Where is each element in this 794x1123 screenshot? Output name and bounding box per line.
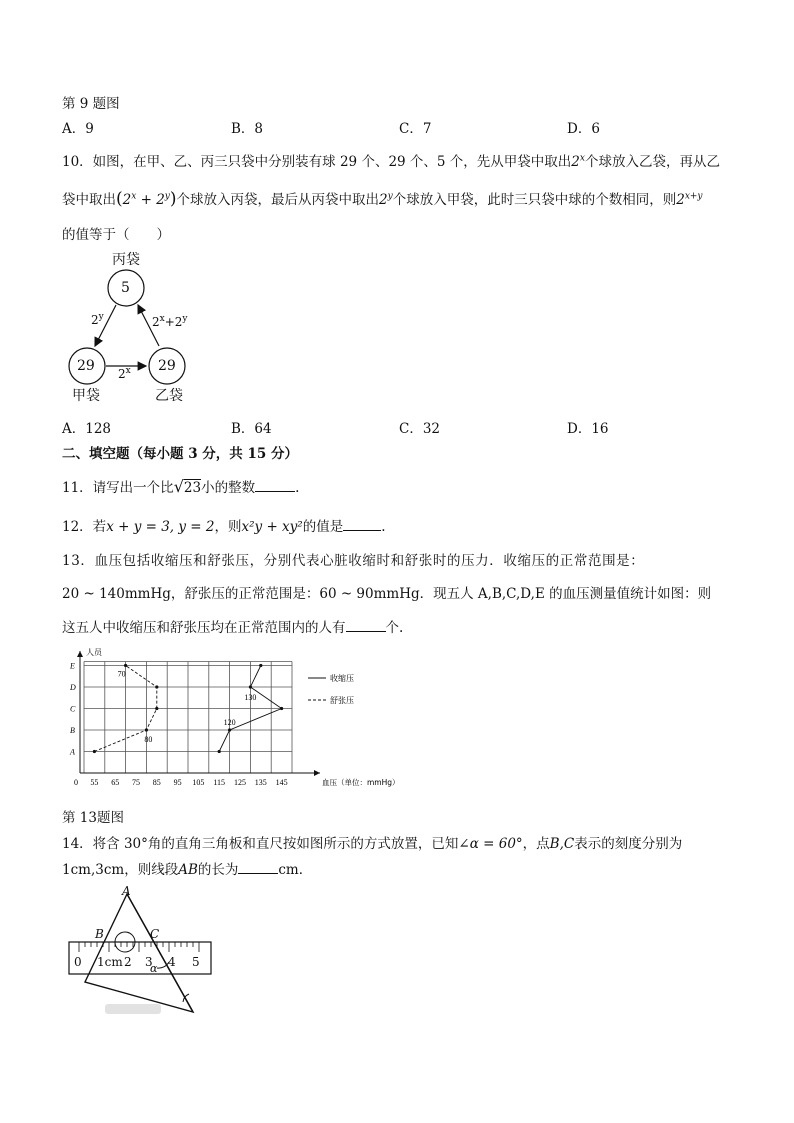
ruler [69, 942, 211, 974]
x-axis-title: 血压（单位：mmHg） [322, 778, 400, 787]
q13-line1: 13．血压包括收缩压和舒张压，分别代表心脏收缩时和舒张时的压力．收缩压的正常范围是： [62, 553, 645, 569]
q11-line: 11．请写出一个比√23小的整数 . [62, 477, 300, 496]
x-tick-label: 125 [234, 778, 246, 787]
q10-option-c: C．32 [399, 421, 441, 437]
q10-line2: 袋中取出$(2^x + 2^y)$个球放入丙袋，最后从丙袋中取出2$^y$个球放入甲袋，此时三只袋中球的个数相同，则$2^{x+y}$ [62, 189, 703, 209]
x-tick-label: 95 [173, 778, 182, 787]
data-point [259, 664, 262, 667]
arrow-label-2x: 2$^x$ [118, 366, 131, 381]
bag-bing-label: 丙袋 [112, 252, 140, 268]
y-category-label: B [70, 726, 75, 735]
data-point [93, 750, 96, 753]
bag-jia-label: 甲袋 [72, 388, 100, 404]
ruler-label-4: 4 [168, 955, 176, 969]
x-tick-label: 145 [275, 778, 288, 787]
data-point [124, 664, 127, 667]
data-annotation: 120 [223, 718, 236, 727]
data-point [249, 685, 252, 688]
q9-caption: 第 9 题图 [62, 96, 120, 112]
y-axis-title: 人员 [86, 648, 102, 657]
legend-label: 舒张压 [330, 696, 354, 705]
q13-caption: 第 13题图 [62, 810, 124, 826]
q13-line3: 这五人中收缩压和舒张压均在正常范围内的人有 个. [62, 620, 404, 636]
data-annotation: 80 [144, 735, 153, 744]
x-tick-label: 55 [90, 778, 99, 787]
point-a-label: A [122, 884, 131, 898]
y-axis-arrow [77, 651, 83, 657]
bag-jia-value: 29 [77, 358, 95, 374]
ruler-label-3: 3 [145, 955, 153, 969]
bag-bing-value: 5 [121, 280, 130, 296]
y-category-label: C [70, 704, 76, 714]
point-c-label: C [150, 927, 160, 941]
q14-line1: 14．将含 30°角的直角三角板和直尺按如图所示的方式放置，已知∠α = 60°，点B,C表示的刻度分别为 [62, 836, 683, 852]
origin-label: 0 [74, 778, 78, 787]
data-annotation: 70 [117, 669, 126, 679]
x-tick-label: 135 [254, 778, 267, 787]
q9-option-a: A．9 [62, 121, 94, 137]
x-axis-arrow [314, 770, 320, 776]
data-point [145, 728, 148, 731]
q14-line2: 1cm,3cm，则线段AB的长为 cm． [62, 862, 313, 878]
q10-line3: 的值等于（ ） [62, 227, 170, 243]
x-tick-label: 115 [213, 778, 226, 787]
q9-option-b: B．8 [231, 121, 264, 137]
arrow-label-2x-plus-2y: $2^x+2^y$ [152, 314, 188, 329]
data-point [155, 707, 158, 710]
q12-line: 12．若x + y = 3, y = 2，则x²y + xy²的值是 . [62, 519, 386, 535]
y-category-label: E [70, 661, 75, 671]
q10-line1: 10．如图，在甲、乙、丙三只袋中分别装有球 29 个、29 个、5 个，先从甲袋中取出2$^x$个球放入乙袋，再从乙 [62, 153, 720, 170]
data-point [228, 728, 231, 731]
ruler-label-0: 0 [74, 955, 82, 969]
data-point [280, 707, 283, 710]
blood-pressure-chart [60, 645, 400, 795]
data-annotation: 130 [244, 693, 257, 702]
alpha-label: α [150, 962, 158, 975]
legend-label: 收缩压 [330, 674, 354, 683]
point-b-label: B [95, 927, 104, 941]
ruler-label-1cm: 1cm [97, 955, 123, 969]
x-tick-label: 65 [111, 778, 120, 787]
arrow-label-2y: 2$^y$ [91, 312, 104, 327]
y-category-label: A [70, 747, 75, 757]
bag-yi-label: 乙袋 [155, 388, 183, 404]
section2-heading: 二、填空题（每小题 3 分，共 15 分） [62, 446, 298, 462]
ruler-label-2: 2 [124, 955, 132, 969]
x-tick-label: 75 [132, 778, 140, 787]
y-category-label: D [70, 683, 76, 692]
bag-yi-value: 29 [158, 358, 176, 374]
data-point [155, 685, 158, 688]
q13-line2: 20 ~ 140mmHg，舒张压的正常范围是：60 ~ 90mmHg．现五人 A,B,C,D,E 的血压测量值统计如图：则 [62, 586, 712, 602]
q9-option-c: C．7 [399, 121, 432, 137]
x-tick-label: 105 [192, 778, 205, 787]
q10-option-d: D．16 [567, 421, 609, 437]
q10-option-b: B．64 [231, 421, 272, 437]
q9-option-d: D．6 [567, 121, 600, 137]
ruler-label-5: 5 [192, 955, 200, 969]
q10-option-a: A．128 [62, 421, 112, 437]
blurred-caption [105, 1004, 161, 1014]
ruler-triangle-figure [65, 882, 225, 1022]
x-tick-label: 85 [152, 778, 161, 787]
data-point [218, 750, 221, 753]
